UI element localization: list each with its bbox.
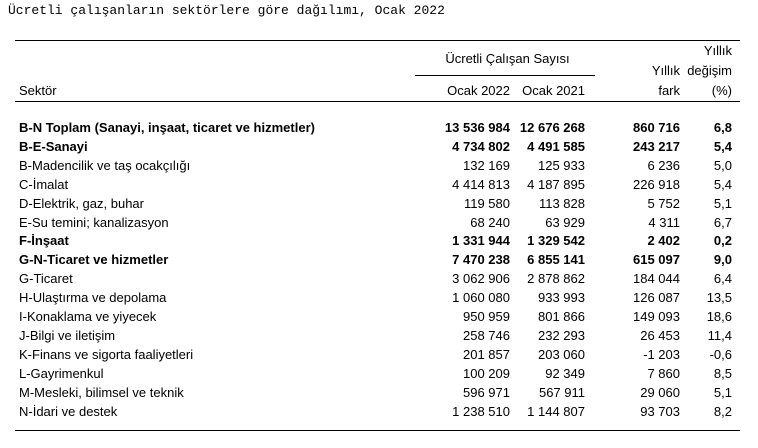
- ocak-2022-cell: 4 734 802: [452, 138, 510, 154]
- annual-change-cell: 5,0: [713, 157, 732, 173]
- header-pct-2: değişim: [687, 63, 732, 78]
- ocak-2021-cell: 1 329 542: [527, 233, 585, 249]
- ocak-2022-cell: 1 060 080: [452, 290, 510, 306]
- table-row: [15, 345, 740, 364]
- header-sector: Sektör: [19, 83, 57, 98]
- bottom-rule: [15, 430, 740, 431]
- ocak-2021-cell: 1 144 807: [527, 403, 585, 419]
- table-row: [15, 288, 740, 307]
- ocak-2022-cell: 7 470 238: [452, 252, 510, 268]
- top-rule: [15, 40, 740, 41]
- ocak-2021-cell: 4 187 895: [527, 176, 585, 192]
- table-row: [15, 307, 740, 326]
- ocak-2021-cell: 933 993: [538, 290, 585, 306]
- ocak-2021-cell: 125 933: [538, 157, 585, 173]
- ocak-2021-cell: 203 060: [538, 346, 585, 362]
- annual-diff-cell: 5 752: [647, 195, 680, 211]
- header-ocak-2022: Ocak 2022: [447, 83, 510, 98]
- table-row: [15, 213, 740, 232]
- sector-cell: G-N-Ticaret ve hizmetler: [19, 252, 169, 268]
- table-row: [15, 231, 740, 250]
- header-diff-1: Yıllık: [651, 63, 680, 78]
- header-diff-2: fark: [658, 83, 680, 98]
- annual-change-cell: 13,5: [706, 290, 732, 306]
- ocak-2022-cell: 3 062 906: [452, 271, 510, 287]
- header-pct-3: (%): [711, 83, 732, 98]
- header-group: Ücretli Çalışan Sayısı: [445, 51, 570, 66]
- sector-cell: C-İmalat: [19, 176, 69, 192]
- ocak-2022-cell: 100 209: [463, 365, 510, 381]
- ocak-2021-cell: 567 911: [538, 384, 585, 400]
- ocak-2021-cell: 4 491 585: [527, 138, 585, 154]
- annual-diff-cell: 26 453: [640, 327, 680, 343]
- annual-diff-cell: 149 093: [633, 309, 680, 324]
- ocak-2022-cell: 201 857: [463, 346, 510, 362]
- table-row: [15, 326, 740, 345]
- table-row: [15, 137, 740, 156]
- ocak-2021-cell: 2 878 862: [527, 271, 585, 287]
- annual-change-cell: 8,2: [713, 403, 732, 419]
- ocak-2022-cell: 4 414 813: [452, 176, 510, 192]
- sector-cell: I-Konaklama ve yiyecek: [19, 309, 157, 324]
- annual-change-cell: 9,0: [713, 252, 732, 268]
- annual-diff-cell: -1 203: [643, 346, 680, 362]
- ocak-2022-cell: 1 331 944: [452, 233, 510, 249]
- annual-diff-cell: 7 860: [647, 365, 680, 381]
- ocak-2022-cell: 950 959: [463, 309, 510, 324]
- ocak-2022-cell: 68 240: [470, 214, 510, 230]
- annual-diff-cell: 126 087: [633, 290, 680, 306]
- sector-cell: L-Gayrimenkul: [19, 365, 104, 381]
- annual-diff-cell: 6 236: [647, 157, 680, 173]
- annual-change-cell: 6,4: [713, 271, 732, 287]
- ocak-2021-cell: 12 676 268: [519, 120, 585, 135]
- annual-change-cell: 6,7: [713, 214, 732, 230]
- ocak-2021-cell: 801 866: [538, 309, 585, 324]
- sector-cell: G-Ticaret: [19, 271, 73, 287]
- annual-change-cell: 5,1: [713, 195, 732, 211]
- sector-cell: H-Ulaştırma ve depolama: [19, 290, 167, 306]
- table-row: [15, 402, 740, 421]
- sector-cell: D-Elektrik, gaz, buhar: [19, 195, 144, 211]
- table-row: [15, 175, 740, 194]
- annual-change-cell: 0,2: [713, 233, 732, 249]
- header-pct-1: Yıllık: [703, 43, 732, 58]
- annual-change-cell: 5,1: [713, 384, 732, 400]
- ocak-2021-cell: 92 349: [545, 365, 585, 381]
- annual-change-cell: 5,4: [713, 176, 732, 192]
- annual-diff-cell: 226 918: [633, 176, 680, 192]
- table-row: [15, 194, 740, 213]
- ocak-2022-cell: 596 971: [463, 384, 510, 400]
- annual-change-cell: 5,4: [713, 138, 732, 154]
- table-row: [15, 250, 740, 269]
- sector-cell: E-Su temini; kanalizasyon: [19, 214, 169, 230]
- annual-change-cell: 18,6: [706, 309, 732, 324]
- header-rule: [15, 101, 740, 102]
- ocak-2022-cell: 132 169: [463, 157, 510, 173]
- table-row: [15, 269, 740, 288]
- table-row: [15, 364, 740, 383]
- sector-cell: K-Finans ve sigorta faaliyetleri: [19, 346, 194, 362]
- annual-change-cell: 8,5: [713, 365, 732, 381]
- sector-cell: B-E-Sanayi: [19, 138, 88, 154]
- ocak-2021-cell: 63 929: [545, 214, 585, 230]
- table-row: [15, 156, 740, 175]
- table-row: [15, 118, 740, 137]
- annual-diff-cell: 615 097: [633, 252, 680, 268]
- table-title: Ücretli çalışanların sektörlere göre dağılımı, Ocak 2022: [8, 3, 445, 18]
- ocak-2022-cell: 13 536 984: [444, 120, 510, 135]
- table-row: [15, 383, 740, 402]
- sector-cell: B-Madencilik ve taş ocakçılığı: [19, 157, 191, 173]
- header-ocak-2021: Ocak 2021: [522, 83, 585, 98]
- annual-change-cell: 6,8: [713, 120, 732, 135]
- sector-cell: J-Bilgi ve iletişim: [19, 327, 116, 343]
- annual-diff-cell: 184 044: [633, 271, 680, 287]
- annual-diff-cell: 93 703: [640, 403, 680, 419]
- ocak-2022-cell: 119 580: [463, 195, 510, 211]
- ocak-2022-cell: 1 238 510: [452, 403, 510, 419]
- annual-diff-cell: 860 716: [633, 120, 680, 135]
- ocak-2022-cell: 258 746: [463, 327, 510, 343]
- sector-cell: N-İdari ve destek: [19, 403, 118, 419]
- sector-cell: F-İnşaat: [19, 233, 69, 249]
- annual-diff-cell: 243 217: [633, 138, 680, 154]
- annual-diff-cell: 4 311: [648, 214, 680, 230]
- annual-diff-cell: 29 060: [640, 384, 680, 400]
- annual-change-cell: -0,6: [709, 346, 732, 362]
- ocak-2021-cell: 232 293: [538, 327, 585, 343]
- group-rule: [415, 75, 595, 76]
- annual-diff-cell: 2 402: [647, 233, 680, 249]
- ocak-2021-cell: 113 828: [538, 195, 585, 211]
- annual-change-cell: 11,4: [707, 327, 732, 343]
- sector-cell: B-N Toplam (Sanayi, inşaat, ticaret ve hizmetler): [19, 120, 315, 135]
- ocak-2021-cell: 6 855 141: [527, 252, 585, 268]
- sector-cell: M-Mesleki, bilimsel ve teknik: [19, 384, 184, 400]
